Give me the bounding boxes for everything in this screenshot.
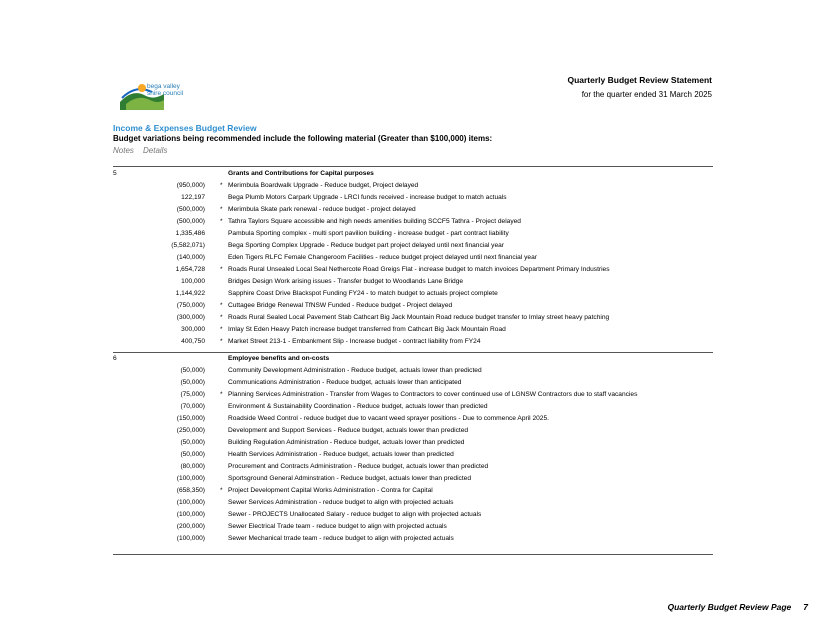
- detail-text: Market Street 213-1 - Embankment Slip - Increase budget - contract liability from FY24: [228, 338, 481, 345]
- detail-text: Pambula Sporting complex - multi sport pavilion building - increase budget - part contract liability: [228, 230, 509, 237]
- detail-text: Health Services Administration - Reduce budget, actuals lower than predicted: [228, 451, 454, 458]
- amount: (150,000): [176, 415, 205, 422]
- table-row: [113, 204, 733, 216]
- detail-text: Bridges Design Work arising issues - Transfer budget to Woodlands Lane Bridge: [228, 278, 464, 285]
- section-title: Income & Expenses Budget Review: [113, 123, 257, 133]
- detail-text: Sportsground General Adminstration - Reduce budget, actuals lower than predicted: [228, 475, 472, 482]
- table-row: [113, 264, 733, 276]
- table-row: [113, 276, 733, 288]
- detail-text: Imlay St Eden Heavy Patch increase budget transferred from Cathcart Big Jack Mountain Road: [228, 326, 506, 333]
- table-row: [113, 228, 733, 240]
- table-row: [113, 288, 733, 300]
- group-heading-row: [113, 168, 733, 180]
- table-row: [113, 401, 733, 413]
- table-row: [113, 437, 733, 449]
- amount: (75,000): [180, 391, 205, 398]
- amount: (70,000): [180, 403, 205, 410]
- detail-text: Roads Rural Sealed Local Pavement Stab Cathcart Big Jack Mountain Road reduce budget transfer to Imlay street heavy patching: [228, 314, 610, 321]
- statement-title: Quarterly Budget Review Statement: [567, 75, 712, 85]
- note-number: 5: [113, 170, 117, 177]
- details-column-header: Details: [143, 146, 168, 155]
- divider: [113, 554, 713, 555]
- detail-text: Development and Support Services - Reduce budget, actuals lower than predicted: [228, 427, 469, 434]
- table-row: [113, 497, 733, 509]
- amount: (200,000): [176, 523, 205, 530]
- star-marker: *: [220, 218, 223, 225]
- amount: 400,750: [181, 338, 205, 345]
- detail-text: Bega Sporting Complex Upgrade - Reduce budget part project delayed until next financial year: [228, 242, 505, 249]
- table-row: [113, 300, 733, 312]
- star-marker: *: [220, 391, 223, 398]
- table-row: [113, 533, 733, 545]
- section-description: Budget variations being recommended include the following material (Greater than $100,000) items:: [113, 134, 493, 143]
- table-row: [113, 324, 733, 336]
- detail-text: Cuttagee Bridge Renewal TfNSW Funded - Reduce budget - Project delayed: [228, 302, 453, 309]
- star-marker: *: [220, 302, 223, 309]
- amount: (50,000): [180, 367, 205, 374]
- detail-text: Sewer Electrical Trade team - reduce budget to align with projected actuals: [228, 523, 447, 530]
- detail-text: Sewer - PROJECTS Unallocated Salary - reduce budget to align with projected actuals: [228, 511, 482, 518]
- group-heading: Grants and Contributions for Capital purposes: [228, 170, 374, 177]
- table-row: [113, 216, 733, 228]
- amount: (500,000): [176, 206, 205, 213]
- detail-text: Roadside Weed Control - reduce budget due to vacant weed sprayer positions - Due to commence April 2025.: [228, 415, 549, 422]
- page-footer: [668, 602, 809, 612]
- statement-period: for the quarter ended 31 March 2025: [581, 90, 712, 99]
- star-marker: *: [220, 326, 223, 333]
- amount: (300,000): [176, 314, 205, 321]
- divider: [113, 166, 713, 167]
- detail-text: Eden Tigers RLFC Female Changeroom Facilities - reduce budget project delayed until next financial year: [228, 254, 537, 261]
- amount: 1,335,486: [175, 230, 205, 237]
- amount: (500,000): [176, 218, 205, 225]
- amount: 122,197: [181, 194, 205, 201]
- table-row: [113, 252, 733, 264]
- amount: (658,350): [176, 487, 205, 494]
- amount: 1,654,728: [175, 266, 205, 273]
- detail-text: Sapphire Coast Drive Blackspot Funding FY24 - to match budget to actuals project complete: [228, 290, 498, 297]
- detail-text: Building Regulation Administration - Reduce budget, actuals lower than predicted: [228, 439, 465, 446]
- table-row: [113, 485, 733, 497]
- star-marker: *: [220, 182, 223, 189]
- amount: (100,000): [176, 499, 205, 506]
- amount: (950,000): [176, 182, 205, 189]
- notes-column-header: Notes: [113, 146, 134, 155]
- page-number: 7: [803, 602, 808, 612]
- detail-text: Merimbula Skate park renewal - reduce budget - project delayed: [228, 206, 416, 213]
- star-marker: *: [220, 338, 223, 345]
- group-heading-row: [113, 353, 733, 365]
- star-marker: *: [220, 314, 223, 321]
- detail-text: Communications Administration - Reduce budget, actuals lower than anticipated: [228, 379, 462, 386]
- table-row: [113, 413, 733, 425]
- amount: (250,000): [176, 427, 205, 434]
- detail-text: Roads Rural Unsealed Local Seal Nethercote Road Greigs Flat - increase budget to match invoices Department Primary Industries: [228, 266, 610, 273]
- table-row: [113, 377, 733, 389]
- table-row: [113, 365, 733, 377]
- detail-text: Bega Plumb Motors Carpark Upgrade - LRCI funds received - increase budget to match actuals: [228, 194, 507, 201]
- star-marker: *: [220, 487, 223, 494]
- amount: (100,000): [176, 511, 205, 518]
- amount: (5,582,071): [171, 242, 205, 249]
- table-row: [113, 473, 733, 485]
- amount: (50,000): [180, 451, 205, 458]
- star-marker: *: [220, 266, 223, 273]
- amount: (100,000): [176, 475, 205, 482]
- table-row: [113, 509, 733, 521]
- table-row: [113, 180, 733, 192]
- detail-text: Sewer Mechanical trrade team - reduce budget to align with projected actuals: [228, 535, 454, 542]
- footer-label: Quarterly Budget Review Page: [667, 602, 792, 612]
- amount: (80,000): [180, 463, 205, 470]
- detail-text: Sewer Services Administration - reduce budget to align with projected actuals: [228, 499, 454, 506]
- amount: (100,000): [176, 535, 205, 542]
- star-marker: *: [220, 206, 223, 213]
- amount: 300,000: [181, 326, 205, 333]
- amount: (50,000): [180, 379, 205, 386]
- logo-text: bega valley shire council: [147, 83, 184, 97]
- detail-text: Merimbula Boardwalk Upgrade - Reduce budget, Project delayed: [228, 182, 419, 189]
- table-row: [113, 521, 733, 533]
- table-row: [113, 336, 733, 348]
- amount: (50,000): [180, 439, 205, 446]
- group-heading: Employee benefits and on-costs: [228, 355, 330, 362]
- table-row: [113, 240, 733, 252]
- table-row: [113, 461, 733, 473]
- table-row: [113, 389, 733, 401]
- amount: (140,000): [176, 254, 205, 261]
- table-row: [113, 425, 733, 437]
- detail-text: Planning Services Administration - Transfer from Wages to Contractors to cover continued use of LGNSW Contractors due to staff vacancies: [228, 391, 638, 398]
- table-row: [113, 312, 733, 324]
- amount: 1,144,922: [175, 290, 205, 297]
- amount: (750,000): [176, 302, 205, 309]
- table-row: [113, 449, 733, 461]
- detail-text: Environment & Sustainability Coordination - Reduce budget, actuals lower than predicted: [228, 403, 488, 410]
- note-number: 6: [113, 355, 117, 362]
- detail-text: Tathra Taylors Square accessible and high needs amenities building SCCF5 Tathra - Project delayed: [228, 218, 521, 225]
- amount: 100,000: [181, 278, 205, 285]
- detail-text: Procurement and Contracts Administration - Reduce budget, actuals lower than predicted: [228, 463, 489, 470]
- detail-text: Community Development Administration - Reduce budget, actuals lower than predicted: [228, 367, 482, 374]
- table-row: [113, 192, 733, 204]
- detail-text: Project Development Capital Works Administration - Contra for Capital: [228, 487, 433, 494]
